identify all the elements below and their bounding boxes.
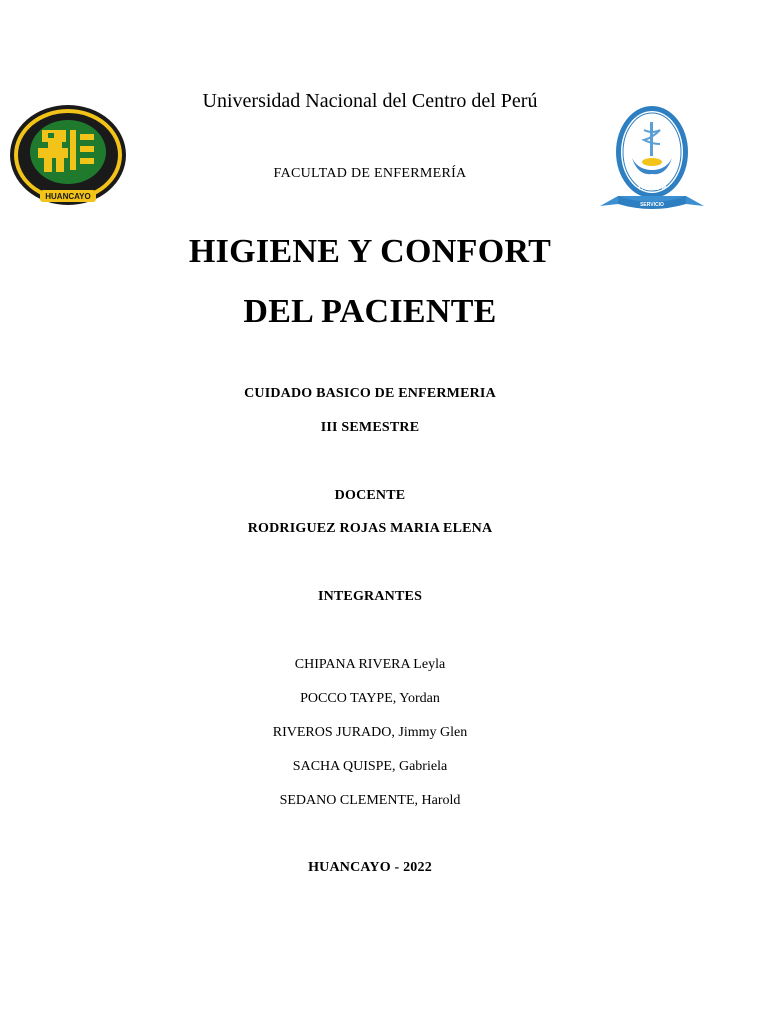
semester: III SEMESTRE [320,420,420,435]
course-name: CUIDADO BASICO DE ENFERMERIA [244,386,496,401]
member-name: SEDANO CLEMENTE, Harold [279,793,461,808]
faculty-nursing-seal-icon [596,100,708,218]
place-and-year: HUANCAYO - 2022 [308,860,432,875]
seal-bottom-text: HUANCAYO [45,192,91,201]
member-name: SACHA QUISPE, Gabriela [292,759,448,774]
members-label: INTEGRANTES [317,589,423,604]
ribbon-text: SERVICIO [640,202,664,208]
document-title-line-1: HIGIENE Y CONFORT [188,233,552,270]
document-title-line-2: DEL PACIENTE [243,293,497,330]
member-name: CHIPANA RIVERA Leyla [294,657,446,672]
teacher-name: RODRIGUEZ ROJAS MARIA ELENA [247,521,493,536]
seal-uncp-text: U N C P [637,183,667,192]
university-name: Universidad Nacional del Centro del Perú [202,90,538,112]
member-name: POCCO TAYPE, Yordan [300,691,440,706]
faculty-name: FACULTAD DE ENFERMERÍA [273,166,467,181]
member-name: RIVEROS JURADO, Jimmy Glen [272,725,468,740]
uncp-seal-icon [8,100,128,210]
teacher-label: DOCENTE [334,488,406,503]
